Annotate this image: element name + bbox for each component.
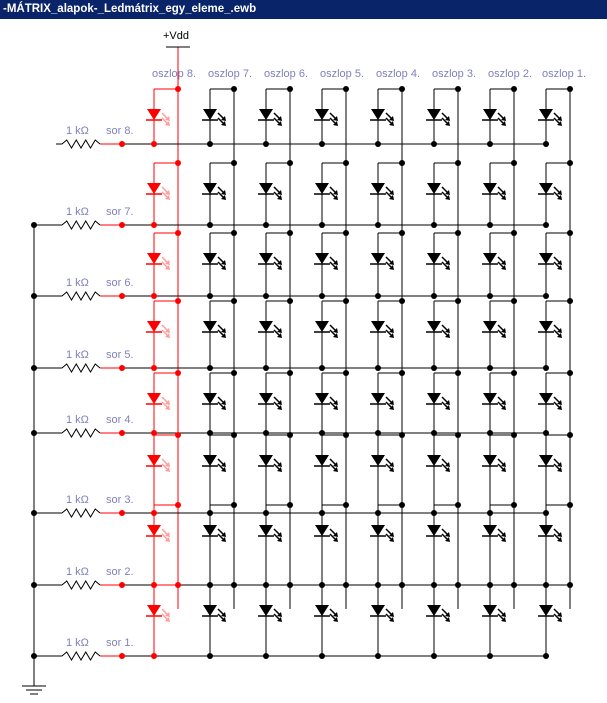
- bus-junction-dot: [455, 432, 461, 438]
- row-junction-dot: [431, 582, 437, 588]
- row-junction-dot: [207, 430, 213, 436]
- row-label: sor 5.: [106, 349, 134, 361]
- row-junction-dot: [487, 141, 493, 147]
- led-diode: [483, 253, 497, 264]
- row-junction-dot: [263, 141, 269, 147]
- schematic-canvas[interactable]: [0, 19, 607, 703]
- led-diode: [427, 321, 441, 332]
- bus-junction-dot: [231, 160, 237, 166]
- led-diode: [259, 183, 273, 194]
- bus-junction-dot: [343, 86, 349, 92]
- led-diode: [259, 525, 273, 536]
- bus-junction-dot: [287, 582, 293, 588]
- led-diode: [315, 321, 329, 332]
- row-label: sor 7.: [106, 206, 134, 218]
- bus-junction-dot: [231, 502, 237, 508]
- row-junction-dot: [319, 365, 325, 371]
- row-junction-dot: [151, 293, 157, 299]
- row-junction-dot: [319, 582, 325, 588]
- bus-junction-dot: [175, 502, 181, 508]
- row-junction-dot: [431, 141, 437, 147]
- row-label: sor 1.: [106, 637, 134, 649]
- led-diode: [315, 605, 329, 616]
- led-diode: [371, 321, 385, 332]
- row-junction-dot: [543, 365, 549, 371]
- led-diode: [203, 525, 217, 536]
- row-junction-dot: [487, 430, 493, 436]
- led-diode: [315, 393, 329, 404]
- row-junction-dot: [207, 365, 213, 371]
- column-label: oszlop 4.: [376, 68, 421, 80]
- bus-junction-dot: [399, 370, 405, 376]
- row-junction-dot: [375, 510, 381, 516]
- bus-junction-dot: [399, 582, 405, 588]
- rail-junction-dot: [31, 365, 37, 371]
- resistor-junction-dot: [119, 141, 125, 147]
- bus-junction-dot: [567, 86, 573, 92]
- row-junction-dot: [319, 222, 325, 228]
- row-junction-dot: [151, 430, 157, 436]
- row-label: sor 8.: [106, 125, 134, 137]
- bus-junction-dot: [175, 298, 181, 304]
- row-junction-dot: [543, 510, 549, 516]
- row-junction-dot: [487, 582, 493, 588]
- bus-junction-dot: [567, 582, 573, 588]
- resistor: [62, 221, 100, 229]
- row-junction-dot: [431, 293, 437, 299]
- led-diode: [147, 455, 161, 466]
- column-label: oszlop 6.: [264, 68, 309, 80]
- bus-junction-dot: [455, 582, 461, 588]
- row-junction-dot: [431, 430, 437, 436]
- bus-junction-dot: [511, 86, 517, 92]
- led-diode: [203, 455, 217, 466]
- bus-junction-dot: [175, 370, 181, 376]
- bus-junction-dot: [567, 502, 573, 508]
- resistor: [62, 581, 100, 589]
- column-label: oszlop 5.: [320, 68, 365, 80]
- led-diode: [259, 321, 273, 332]
- bus-junction-dot: [567, 370, 573, 376]
- row-junction-dot: [319, 430, 325, 436]
- led-diode: [203, 253, 217, 264]
- bus-junction-dot: [231, 86, 237, 92]
- resistor-junction-dot: [119, 510, 125, 516]
- bus-junction-dot: [567, 230, 573, 236]
- led-diode: [371, 109, 385, 120]
- led-diode: [259, 393, 273, 404]
- resistor-junction-dot: [119, 653, 125, 659]
- bus-junction-dot: [287, 160, 293, 166]
- row-label: sor 6.: [106, 277, 134, 289]
- row-junction-dot: [375, 141, 381, 147]
- row-junction-dot: [431, 365, 437, 371]
- row-junction-dot: [263, 430, 269, 436]
- led-diode: [427, 525, 441, 536]
- row-junction-dot: [151, 222, 157, 228]
- rail-junction-dot: [31, 222, 37, 228]
- led-diode: [427, 109, 441, 120]
- bus-junction-dot: [343, 432, 349, 438]
- components-layer: [62, 109, 562, 660]
- led-diode: [539, 183, 553, 194]
- row-junction-dot: [431, 653, 437, 659]
- led-matrix-schematic[interactable]: [0, 19, 607, 703]
- led-diode: [483, 183, 497, 194]
- bus-junction-dot: [175, 86, 181, 92]
- resistor-value-label: 1 kΩ: [66, 206, 89, 218]
- led-diode: [371, 455, 385, 466]
- led-diode: [483, 109, 497, 120]
- bus-junction-dot: [343, 160, 349, 166]
- bus-junction-dot: [455, 230, 461, 236]
- led-diode: [203, 183, 217, 194]
- column-label: oszlop 2.: [488, 68, 533, 80]
- led-diode: [147, 605, 161, 616]
- led-diode: [371, 525, 385, 536]
- row-junction-dot: [263, 293, 269, 299]
- bus-junction-dot: [455, 160, 461, 166]
- column-label: oszlop 7.: [208, 68, 253, 80]
- resistor-junction-dot: [119, 222, 125, 228]
- row-junction-dot: [487, 222, 493, 228]
- row-junction-dot: [151, 141, 157, 147]
- bus-junction-dot: [511, 502, 517, 508]
- row-junction-dot: [375, 582, 381, 588]
- bus-junction-dot: [175, 160, 181, 166]
- bus-junction-dot: [455, 86, 461, 92]
- resistor-value-label: 1 kΩ: [66, 277, 89, 289]
- row-junction-dot: [543, 293, 549, 299]
- row-junction-dot: [263, 653, 269, 659]
- bus-junction-dot: [287, 370, 293, 376]
- row-junction-dot: [375, 222, 381, 228]
- row-junction-dot: [207, 582, 213, 588]
- row-junction-dot: [151, 582, 157, 588]
- resistor: [62, 509, 100, 517]
- led-diode: [427, 605, 441, 616]
- bus-junction-dot: [175, 582, 181, 588]
- led-diode: [315, 183, 329, 194]
- row-junction-dot: [263, 222, 269, 228]
- bus-junction-dot: [287, 230, 293, 236]
- row-junction-dot: [543, 430, 549, 436]
- row-junction-dot: [207, 222, 213, 228]
- row-junction-dot: [151, 653, 157, 659]
- bus-junction-dot: [287, 298, 293, 304]
- led-diode: [203, 109, 217, 120]
- bus-junction-dot: [511, 370, 517, 376]
- led-diode: [483, 393, 497, 404]
- led-diode: [147, 393, 161, 404]
- bus-junction-dot: [231, 230, 237, 236]
- row-junction-dot: [543, 222, 549, 228]
- led-diode: [259, 253, 273, 264]
- resistor: [62, 652, 100, 660]
- bus-junction-dot: [567, 160, 573, 166]
- bus-junction-dot: [231, 370, 237, 376]
- led-diode: [203, 321, 217, 332]
- rail-junction-dot: [31, 293, 37, 299]
- led-diode: [483, 525, 497, 536]
- led-diode: [315, 455, 329, 466]
- led-diode: [427, 455, 441, 466]
- rail-junction-dot: [31, 582, 37, 588]
- led-diode: [147, 109, 161, 120]
- row-label: sor 2.: [106, 566, 134, 578]
- bus-junction-dot: [343, 370, 349, 376]
- column-label: oszlop 3.: [432, 68, 477, 80]
- bus-junction-dot: [399, 230, 405, 236]
- bus-junction-dot: [567, 432, 573, 438]
- bus-junction-dot: [399, 502, 405, 508]
- row-label: sor 3.: [106, 494, 134, 506]
- led-diode: [539, 525, 553, 536]
- bus-junction-dot: [287, 432, 293, 438]
- row-junction-dot: [263, 510, 269, 516]
- resistor: [62, 292, 100, 300]
- led-diode: [259, 109, 273, 120]
- row-junction-dot: [207, 293, 213, 299]
- window-title: -MÁTRIX_alapok-_Ledmátrix_egy_eleme_.ewb: [0, 0, 607, 19]
- led-diode: [539, 393, 553, 404]
- led-diode: [203, 605, 217, 616]
- row-junction-dot: [543, 582, 549, 588]
- row-junction-dot: [487, 653, 493, 659]
- row-junction-dot: [431, 222, 437, 228]
- resistor-junction-dot: [119, 582, 125, 588]
- bus-junction-dot: [175, 432, 181, 438]
- row-junction-dot: [151, 365, 157, 371]
- row-junction-dot: [375, 430, 381, 436]
- bus-junction-dot: [567, 298, 573, 304]
- row-junction-dot: [375, 293, 381, 299]
- row-junction-dot: [263, 365, 269, 371]
- resistor: [62, 364, 100, 372]
- resistor: [62, 140, 100, 148]
- row-junction-dot: [319, 510, 325, 516]
- bus-junction-dot: [399, 432, 405, 438]
- led-diode: [315, 525, 329, 536]
- led-diode: [315, 253, 329, 264]
- bus-junction-dot: [455, 370, 461, 376]
- bus-junction-dot: [455, 502, 461, 508]
- resistor-value-label: 1 kΩ: [66, 414, 89, 426]
- bus-junction-dot: [343, 230, 349, 236]
- bus-junction-dot: [511, 298, 517, 304]
- led-diode: [539, 605, 553, 616]
- row-junction-dot: [207, 510, 213, 516]
- rail-junction-dot: [31, 653, 37, 659]
- labels-layer: [66, 30, 586, 649]
- led-diode: [371, 253, 385, 264]
- row-label: sor 4.: [106, 414, 134, 426]
- led-diode: [147, 321, 161, 332]
- row-junction-dot: [207, 653, 213, 659]
- resistor-value-label: 1 kΩ: [66, 637, 89, 649]
- resistor-junction-dot: [119, 365, 125, 371]
- row-junction-dot: [319, 293, 325, 299]
- led-diode: [371, 605, 385, 616]
- bus-junction-dot: [511, 432, 517, 438]
- bus-junction-dot: [399, 298, 405, 304]
- bus-junction-dot: [343, 298, 349, 304]
- row-junction-dot: [151, 510, 157, 516]
- led-diode: [483, 455, 497, 466]
- column-label: oszlop 1.: [542, 68, 587, 80]
- bus-junction-dot: [511, 230, 517, 236]
- bus-junction-dot: [175, 230, 181, 236]
- bus-junction-dot: [343, 502, 349, 508]
- led-diode: [427, 183, 441, 194]
- supply-label: +Vdd: [163, 30, 189, 42]
- led-diode: [315, 109, 329, 120]
- bus-junction-dot: [231, 432, 237, 438]
- led-diode: [147, 183, 161, 194]
- row-junction-dot: [375, 653, 381, 659]
- led-diode: [539, 321, 553, 332]
- led-diode: [259, 605, 273, 616]
- row-junction-dot: [319, 141, 325, 147]
- bus-junction-dot: [511, 160, 517, 166]
- bus-junction-dot: [343, 582, 349, 588]
- bus-junction-dot: [231, 298, 237, 304]
- led-diode: [427, 393, 441, 404]
- row-junction-dot: [543, 141, 549, 147]
- resistor-junction-dot: [119, 430, 125, 436]
- row-junction-dot: [431, 510, 437, 516]
- bus-junction-dot: [287, 86, 293, 92]
- resistor-value-label: 1 kΩ: [66, 349, 89, 361]
- column-label: oszlop 8.: [152, 68, 197, 80]
- row-junction-dot: [207, 141, 213, 147]
- resistor-value-label: 1 kΩ: [66, 566, 89, 578]
- row-junction-dot: [487, 510, 493, 516]
- resistor: [62, 429, 100, 437]
- bus-junction-dot: [455, 298, 461, 304]
- bus-junction-dot: [231, 582, 237, 588]
- led-diode: [371, 393, 385, 404]
- led-diode: [371, 183, 385, 194]
- resistor-value-label: 1 kΩ: [66, 494, 89, 506]
- led-diode: [483, 321, 497, 332]
- row-junction-dot: [375, 365, 381, 371]
- led-diode: [203, 393, 217, 404]
- row-junction-dot: [487, 365, 493, 371]
- led-diode: [427, 253, 441, 264]
- row-junction-dot: [319, 653, 325, 659]
- resistor-value-label: 1 kΩ: [66, 125, 89, 137]
- led-diode: [147, 253, 161, 264]
- led-diode: [539, 109, 553, 120]
- led-diode: [539, 253, 553, 264]
- led-diode: [147, 525, 161, 536]
- row-junction-dot: [543, 653, 549, 659]
- led-diode: [483, 605, 497, 616]
- row-junction-dot: [487, 293, 493, 299]
- led-diode: [539, 455, 553, 466]
- bus-junction-dot: [399, 86, 405, 92]
- bus-junction-dot: [287, 502, 293, 508]
- bus-junction-dot: [511, 582, 517, 588]
- row-junction-dot: [263, 582, 269, 588]
- rail-junction-dot: [31, 510, 37, 516]
- rail-junction-dot: [31, 430, 37, 436]
- resistor-junction-dot: [119, 293, 125, 299]
- bus-junction-dot: [399, 160, 405, 166]
- led-diode: [259, 455, 273, 466]
